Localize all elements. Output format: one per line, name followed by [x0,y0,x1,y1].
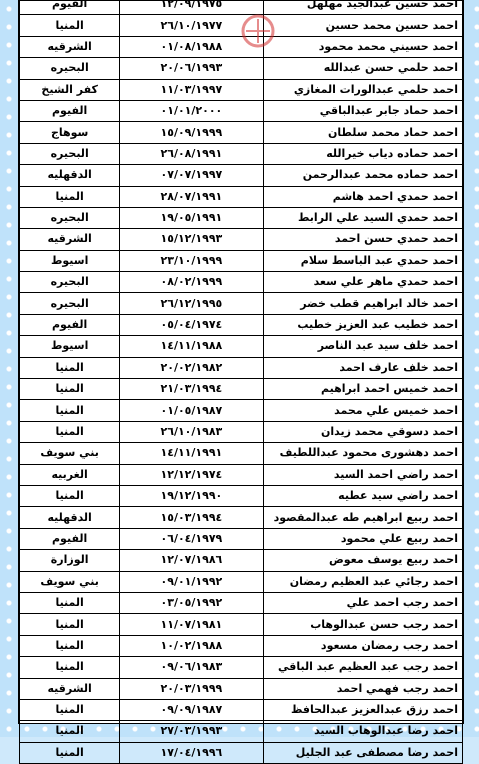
birthdate-cell: ٢٧/٠٣/١٩٩٣ [120,721,263,742]
table-row [20,571,463,592]
table-row [20,79,463,100]
birthdate-cell: ١٤/١١/١٩٨٨ [120,336,263,357]
birthdate-cell: ٢٠/٠٢/١٩٨٢ [120,357,263,378]
birthdate-cell: ١١/٠٣/١٩٩٧ [120,79,263,100]
birthdate-cell: ٢٦/١٢/١٩٩٥ [120,293,263,314]
name-cell: احمد خميس احمد ابراهيم [263,379,463,400]
birthdate-cell: ١٥/٠٣/١٩٩٤ [120,507,263,528]
table-row [20,400,463,421]
name-cell: احمد خطيب عبد العزيز خطيب [263,314,463,335]
birthdate-cell: ٠٧/٠٧/١٩٩٧ [120,165,263,186]
name-cell: احمد حمدي احمد هاشم [263,186,463,207]
governorate-cell: المنيا [20,635,120,656]
name-cell: احمد حمدي عبد الباسط سلام [263,250,463,271]
governorate-cell: اسيوط [20,336,120,357]
name-cell: احمد رجب احمد علي [263,592,463,613]
table-row [20,485,463,506]
governorate-cell: المنيا [20,721,120,742]
governorate-cell: بني سويف [20,443,120,464]
table-row [20,614,463,635]
name-cell: احمد حلمي حسن عبدالله [263,58,463,79]
governorate-cell: المنيا [20,400,120,421]
governorate-cell: الشرقيه [20,678,120,699]
document-sheet [18,0,464,759]
name-cell: احمد حسين محمد حسين [263,15,463,36]
name-cell: احمد حلمي عبدالورات المغازي [263,79,463,100]
birthdate-cell: ٠٩/٠٩/١٩٨٧ [120,699,263,720]
birthdate-cell: ١٥/٠٩/١٩٩٩ [120,122,263,143]
governorate-cell: الفيوم [20,314,120,335]
governorate-cell: المنيا [20,421,120,442]
table-row [20,250,463,271]
governorate-cell: المنيا [20,357,120,378]
table-row [20,58,463,79]
table-row [20,550,463,571]
birthdate-cell: ٠٥/٠٤/١٩٧٤ [120,314,263,335]
name-cell: احمد رجب فهمي احمد [263,678,463,699]
table-row [20,143,463,164]
table-row [20,528,463,549]
table-row [20,293,463,314]
birthdate-cell: ٢٦/١٠/١٩٨٣ [120,421,263,442]
table-row [20,165,463,186]
birthdate-cell: ٢٨/٠٧/١٩٩١ [120,186,263,207]
name-cell: احمد رضا عبدالوهاب السيد [263,721,463,742]
birthdate-cell: ٢١/٠٣/١٩٩٤ [120,379,263,400]
governorate-cell: سوهاج [20,122,120,143]
birthdate-cell: ٠١/٠١/٢٠٠٠ [120,100,263,121]
table-row [20,122,463,143]
name-cell: احمد رجائي عبد العظيم رمضان [263,571,463,592]
name-cell: احمد راضي سيد عطيه [263,485,463,506]
governorate-cell: البحيره [20,207,120,228]
table-row [20,592,463,613]
name-cell: احمد حسيني محمد محمود [263,36,463,57]
table-row [20,186,463,207]
name-cell: احمد رجب رمضان مسعود [263,635,463,656]
birthdate-cell: ٠١/٠٨/١٩٨٨ [120,36,263,57]
name-cell: احمد خميس علي محمد [263,400,463,421]
governorate-cell: المنيا [20,592,120,613]
birthdate-cell: ٠٩/٠٦/١٩٨٣ [120,657,263,678]
birthdate-cell: ٢٦/١٠/١٩٧٧ [120,15,263,36]
governorate-cell: المنيا [20,657,120,678]
birthdate-cell: ٠١/٠٥/١٩٨٧ [120,400,263,421]
name-cell: احمد رزق عبدالعزيز عبدالحافظ [263,699,463,720]
governorate-cell: البحيره [20,58,120,79]
table-row [20,272,463,293]
governorate-cell: الدقهليه [20,165,120,186]
birthdate-cell: ١٠/٠٢/١٩٨٨ [120,635,263,656]
birthdate-cell: ٠٩/٠١/١٩٩٢ [120,571,263,592]
name-cell: احمد ربيع يوسف معوض [263,550,463,571]
birthdate-cell: ٠٦/٠٤/١٩٧٩ [120,528,263,549]
table-row [20,699,463,720]
table-row [20,229,463,250]
table-row [20,742,463,763]
governorate-cell: المنيا [20,485,120,506]
table-row [20,721,463,742]
name-cell: احمد رجب عبد العظيم عبد الباقي [263,657,463,678]
results-table-body [20,0,463,764]
table-row [20,207,463,228]
governorate-cell: البحيره [20,272,120,293]
governorate-cell: الدقهليه [20,507,120,528]
governorate-cell: البحيره [20,293,120,314]
table-row [20,464,463,485]
name-cell: احمد حمدي السيد علي الرابط [263,207,463,228]
governorate-cell: الوزارة [20,550,120,571]
table-row [20,678,463,699]
governorate-cell: بني سويف [20,571,120,592]
table-row [20,357,463,378]
governorate-cell: المنيا [20,742,120,763]
name-cell: احمد ربيع ابراهيم طه عبدالمقصود [263,507,463,528]
name-cell: احمد راضي احمد السيد [263,464,463,485]
governorate-cell: كفر الشيخ [20,79,120,100]
governorate-cell: الشرقيه [20,229,120,250]
table-row [20,314,463,335]
birthdate-cell: ١٢/٠٩/١٩٧٥ [120,0,263,15]
table-row [20,507,463,528]
governorate-cell: الفيوم [20,0,120,15]
name-cell: احمد حمدي حسن احمد [263,229,463,250]
governorate-cell: المنيا [20,379,120,400]
results-table [19,0,463,764]
table-row [20,379,463,400]
birthdate-cell: ١٢/١٢/١٩٧٤ [120,464,263,485]
governorate-cell: المنيا [20,699,120,720]
name-cell: احمد رجب حسن عبدالوهاب [263,614,463,635]
birthdate-cell: ١٥/١٢/١٩٩٣ [120,229,263,250]
name-cell: احمد خلف عارف احمد [263,357,463,378]
table-row [20,336,463,357]
site-logo-icon [229,13,287,49]
governorate-cell: المنيا [20,15,120,36]
governorate-cell: المنيا [20,186,120,207]
birthdate-cell: ٢٣/١٠/١٩٩٩ [120,250,263,271]
birthdate-cell: ٢٠/٠٦/١٩٩٣ [120,58,263,79]
governorate-cell: البحيره [20,143,120,164]
governorate-cell: الغربيه [20,464,120,485]
name-cell: احمد حماده دياب خيرالله [263,143,463,164]
name-cell: احمد ربيع علي محمود [263,528,463,549]
name-cell: احمد حمدي ماهر علي سعد [263,272,463,293]
table-row [20,635,463,656]
birthdate-cell: ٢٦/٠٨/١٩٩١ [120,143,263,164]
name-cell: احمد خالد ابراهيم قطب خضر [263,293,463,314]
governorate-cell: الشرقيه [20,36,120,57]
governorate-cell: الفيوم [20,528,120,549]
birthdate-cell: ١٢/٠٧/١٩٨٦ [120,550,263,571]
table-row [20,657,463,678]
name-cell: احمد دهشورى محمود عبداللطيف [263,443,463,464]
name-cell: احمد حماد جابر عبدالباقي [263,100,463,121]
birthdate-cell: ٠٣/٠٥/١٩٩٢ [120,592,263,613]
birthdate-cell: ١٩/١٢/١٩٩٠ [120,485,263,506]
birthdate-cell: ١٧/٠٤/١٩٩٦ [120,742,263,763]
birthdate-cell: ١٤/١١/١٩٩١ [120,443,263,464]
governorate-cell: الفيوم [20,100,120,121]
name-cell: احمد حماد محمد سلطان [263,122,463,143]
name-cell: احمد دسوقي محمد زيدان [263,421,463,442]
birthdate-cell: ٠٨/٠٢/١٩٩٩ [120,272,263,293]
birthdate-cell: ١٩/٠٥/١٩٩١ [120,207,263,228]
table-row [20,421,463,442]
table-row [20,443,463,464]
name-cell: احمد حماده محمد عبدالرحمن [263,165,463,186]
governorate-cell: اسيوط [20,250,120,271]
table-row [20,100,463,121]
name-cell: احمد حسين عبدالجيد مهلهل [263,0,463,15]
name-cell: احمد رضا مصطفى عبد الجليل [263,742,463,763]
birthdate-cell: ٢٠/٠٣/١٩٩٩ [120,678,263,699]
governorate-cell: المنيا [20,614,120,635]
birthdate-cell: ١١/٠٧/١٩٨١ [120,614,263,635]
name-cell: احمد خلف سيد عبد الناصر [263,336,463,357]
